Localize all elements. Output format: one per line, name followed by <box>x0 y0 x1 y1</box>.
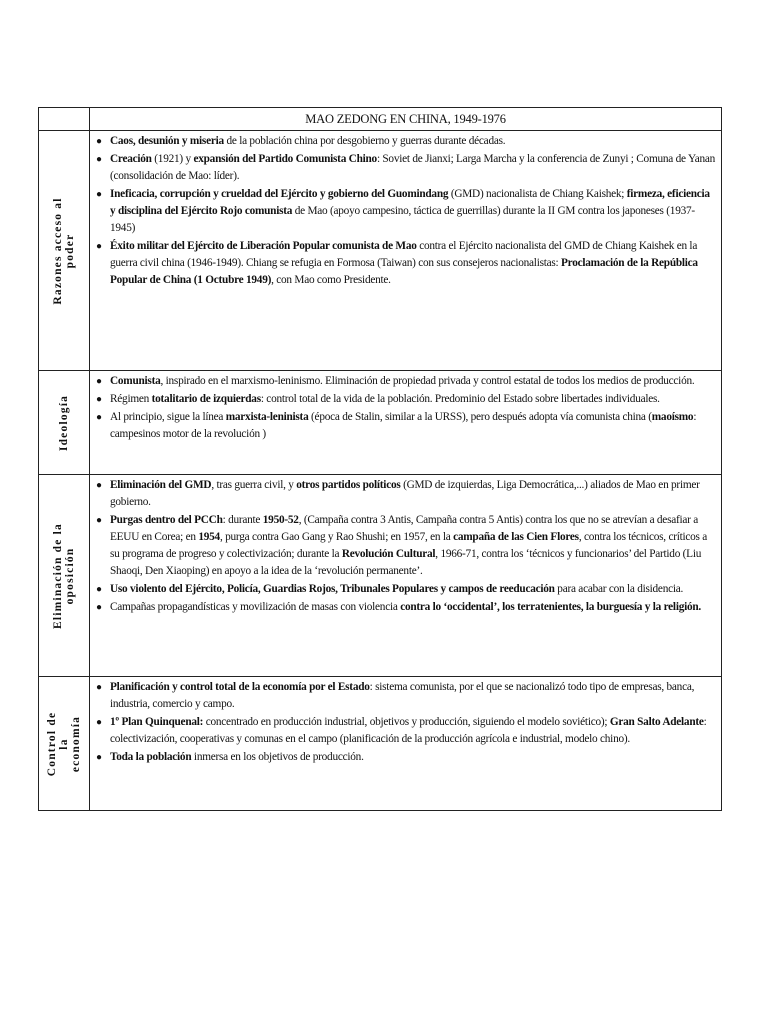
bold-text: 1º Plan Quinquenal: <box>110 716 204 728</box>
bullet-item <box>94 373 717 390</box>
section-content <box>90 371 722 475</box>
bullet-icon: ● <box>96 189 102 200</box>
bold-text: campaña de las Cien Flores <box>453 531 579 543</box>
body-text: : durante <box>222 514 263 526</box>
body-text: , contra los técnicos, críticos a su programa de progreso y colectivización; durante la <box>110 531 708 560</box>
section-label-cell <box>39 371 90 475</box>
bold-text: firmeza, eficiencia y disciplina del Ejército Rojo comunista <box>110 188 710 217</box>
bold-text: expansión del Partido Comunista Chino <box>193 153 377 165</box>
section-label-cell <box>39 677 90 811</box>
bullet-item <box>94 679 717 713</box>
bold-text: Revolución Cultural <box>341 548 436 560</box>
summary-table-body <box>39 108 722 811</box>
summary-table <box>38 107 722 811</box>
section-content <box>90 475 722 677</box>
bold-text: Proclamación de la República Popular de China (1 Octubre 1949) <box>110 257 698 286</box>
section-label: Eliminación de la oposición <box>52 522 76 629</box>
bullet-item <box>94 409 717 443</box>
section-row-economia <box>39 677 722 811</box>
bullet-item <box>94 151 717 185</box>
bold-text: Planificación y control total de la economía por el Estado <box>110 681 370 693</box>
body-text: : colectivización, cooperativas y comunas en el campo (planificación de la producción agrícola e industrial, modelo chino). <box>110 716 707 745</box>
section-content <box>90 131 722 371</box>
body-text: : control total de la vida de la población. Predominio del Estado sobre libertades individuales. <box>260 393 660 405</box>
bullet-icon: ● <box>96 136 102 147</box>
bold-text: Eliminación del GMD <box>110 479 212 491</box>
body-text: inmersa en los objetivos de producción. <box>191 751 364 763</box>
bullet-icon: ● <box>96 682 102 693</box>
body-text: , tras guerra civil, y <box>211 479 297 491</box>
bullet-item <box>94 391 717 408</box>
bold-text: otros partidos políticos <box>296 479 401 491</box>
bullet-item <box>94 749 717 766</box>
bullet-item <box>94 512 717 580</box>
bullet-icon: ● <box>96 752 102 763</box>
bullet-item <box>94 133 717 150</box>
section-row-eliminacion <box>39 475 722 677</box>
bullet-icon: ● <box>96 376 102 387</box>
bullet-item <box>94 238 717 289</box>
body-text: Al principio, sigue la línea <box>110 411 226 423</box>
body-text: (GMD de izquierdas, Liga Democrática,...) aliados de Mao en primer gobierno. <box>110 479 700 508</box>
corner-cell <box>39 108 90 131</box>
section-label-cell <box>39 475 90 677</box>
bullet-icon: ● <box>96 480 102 491</box>
section-label: Razones acceso al poder <box>52 196 76 305</box>
body-text: , 1966-71, contra los ‘técnicos y funcionarios’ del Partido (Liu Shaoqi, Den Xiaoping) en apoyo a la idea de la ‘revolución permanente’. <box>110 548 702 577</box>
section-content <box>90 677 722 811</box>
bullet-item <box>94 714 717 748</box>
section-label: Ideología <box>58 394 70 451</box>
bold-text: Éxito militar del Ejército de Liberación Popular comunista de Mao <box>110 240 417 252</box>
bold-text: 1950-52 <box>262 514 299 526</box>
bold-text: Ineficacia, corrupción y crueldad del Ejército y gobierno del Guomindang <box>110 188 449 200</box>
body-text: : Soviet de Jianxi; Larga Marcha y la conferencia de Zunyi ; Comuna de Yanan (consolidación de Mao: líder). <box>110 153 716 182</box>
document-title: MAO ZEDONG EN CHINA, 1949-1976 <box>90 108 722 131</box>
bullet-icon: ● <box>96 241 102 252</box>
bullet-icon: ● <box>96 394 102 405</box>
bullet-icon: ● <box>96 515 102 526</box>
body-text: contra el Ejército nacionalista del GMD de Chiang Kaishek en la guerra civil china (1946-1949). Chiang se refugia en Formosa (Taiwan) con sus consejeros nacionalistas: <box>110 240 698 269</box>
bold-text: contra lo ‘occidental’, los terratenientes, la burguesía y la religión. <box>400 601 702 613</box>
body-text: , con Mao como Presidente. <box>271 274 391 286</box>
bold-text: Purgas dentro del PCCh <box>110 514 223 526</box>
bold-text: totalitario de izquierdas <box>151 393 261 405</box>
bold-text: 1954 <box>198 531 220 543</box>
bold-text: Toda la población <box>110 751 192 763</box>
section-label: Control de la economía <box>46 711 82 776</box>
bullet-icon: ● <box>96 584 102 595</box>
body-text: de la población china por desgobierno y guerras durante décadas. <box>223 135 506 147</box>
bold-text: Creación <box>110 153 152 165</box>
body-text: , (Campaña contra 3 Antis, Campaña contra 5 Antis) contra los que no se atrevían a desafiar a EEUU en Corea; en <box>110 514 698 543</box>
bold-text: marxista-leninista <box>225 411 309 423</box>
body-text: (época de Stalin, similar a la URSS), pero después adopta vía comunista china ( <box>308 411 652 423</box>
body-text: : campesinos motor de la revolución ) <box>110 411 697 440</box>
bullet-item <box>94 599 717 616</box>
body-text: de Mao (apoyo campesino, táctica de guerrillas) durante la II GM contra los japoneses (1937-1945) <box>110 205 695 234</box>
body-text: Campañas propagandísticas y movilización de masas con violencia <box>110 601 401 613</box>
bold-text: Uso violento del Ejército, Policía, Guardias Rojos, Tribunales Populares y campos de reeducación <box>110 583 555 595</box>
section-row-ideologia <box>39 371 722 475</box>
bullet-item <box>94 186 717 237</box>
section-label-cell <box>39 131 90 371</box>
bold-text: Caos, desunión y miseria <box>110 135 224 147</box>
bullet-item <box>94 581 717 598</box>
bold-text: maoísmo <box>651 411 694 423</box>
section-row-razones <box>39 131 722 371</box>
bullet-icon: ● <box>96 602 102 613</box>
body-text: para acabar con la disidencia. <box>554 583 684 595</box>
title-row <box>39 108 722 131</box>
body-text: : sistema comunista, por el que se nacionalizó todo tipo de empresas, banca, industria, comercio y campo. <box>110 681 695 710</box>
body-text: (1921) y <box>151 153 194 165</box>
body-text: Régimen <box>110 393 152 405</box>
body-text: (GMD) nacionalista de Chiang Kaishek; <box>448 188 627 200</box>
bullet-icon: ● <box>96 412 102 423</box>
bullet-icon: ● <box>96 717 102 728</box>
bullet-item <box>94 477 717 511</box>
bold-text: Comunista <box>110 375 161 387</box>
body-text: , purga contra Gao Gang y Rao Shushi; en 1957, en la <box>219 531 454 543</box>
bullet-icon: ● <box>96 154 102 165</box>
bold-text: Gran Salto Adelante <box>609 716 704 728</box>
body-text: , inspirado en el marxismo-leninismo. Eliminación de propiedad privada y control estatal de todos los medios de producción. <box>160 375 695 387</box>
body-text: concentrado en producción industrial, objetivos y producción, siguiendo el modelo soviético); <box>203 716 610 728</box>
